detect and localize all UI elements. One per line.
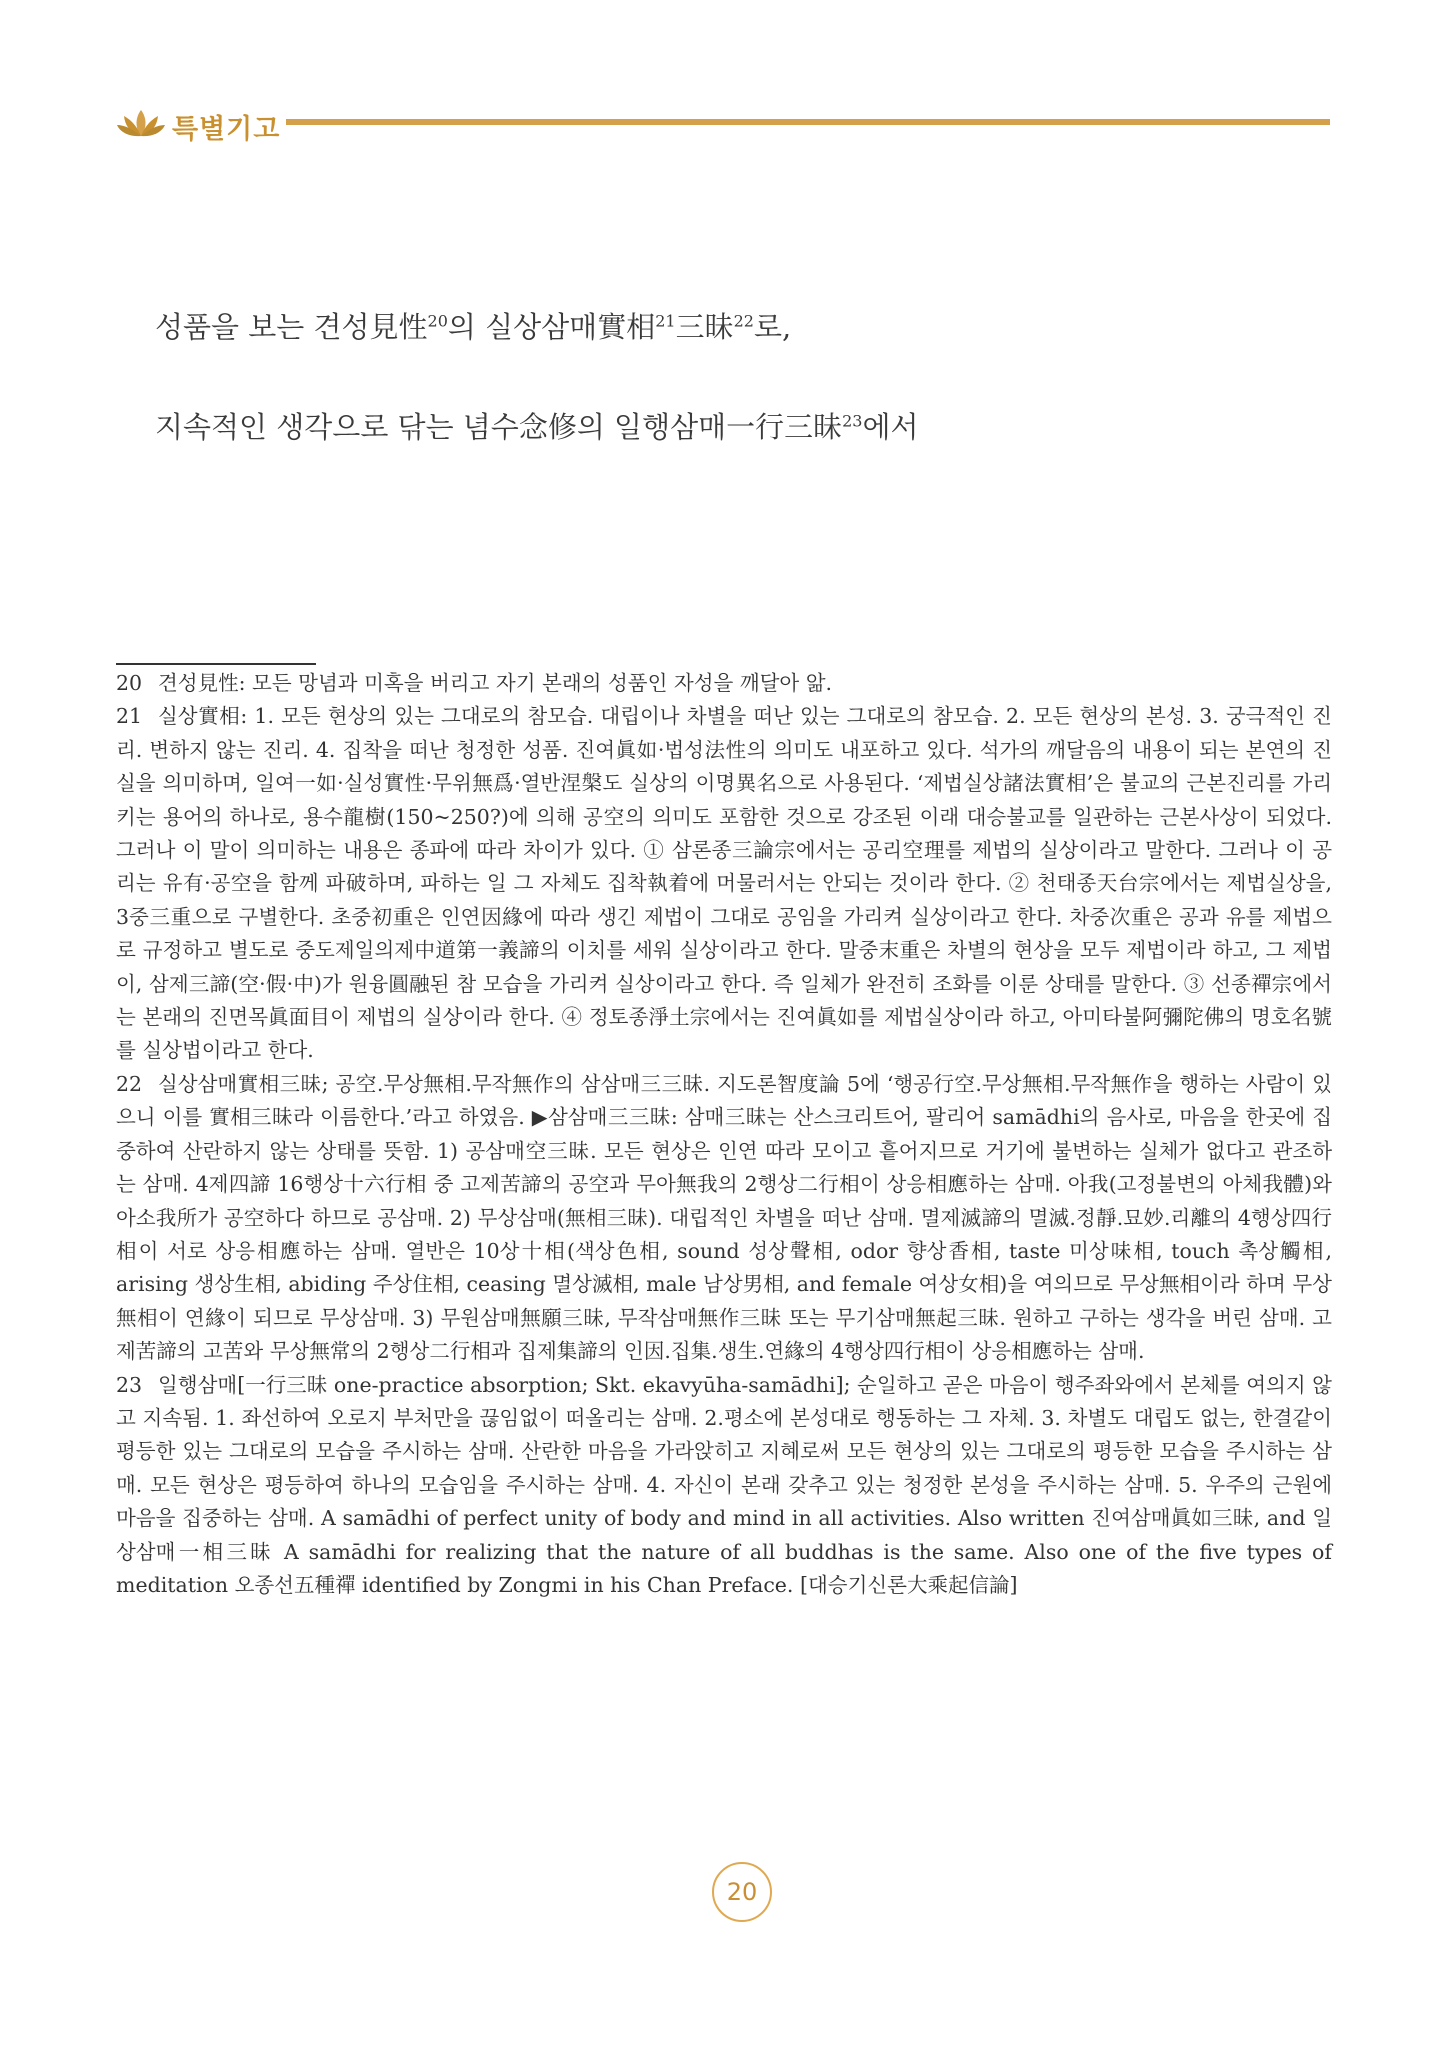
footnote-text: 일행삼매[一行三昧 one-practice absorption; Skt. ekavyūha-samādhi]; 순일하고 곧은 마음이 행주좌와에서 본체를 여의지 않고 지속됨. 1. 좌선하여 오로지 부처만을 끊임없이 떠올리는 삼매. 2.평소에 본성대로 행동하는 그 자체. 3. 차별도 대립도 없는, 한결같이 평등한 있는 그대로의 모습을 주시하는 삼매. 산란한 마음을 가라앉히고 지혜로써 모든 현상의 있는 그대로의 평등한 모습을 주시하는 삼매. 모든 현상은 평등하여 하나의 모습임을 주시하는 삼매. 4. 자신이 본래 갖추고 있는 청정한 본성을 주시하는 삼매. 5. 우주의 근원에 마음을 집중하는 삼매. A samādhi of perfect unity of body and mind in all activities. Also written 진여삼매眞如三昧, and 일상삼매一相三昧 A samādhi for realizing that the nature of all buddhas is the same. Also one of the five types of meditation 오종선五種禪 identified by Zongmi in his Chan Preface. [대승기신론大乘起信論] <box>116 1372 1332 1597</box>
verse-line-1: 성품을 보는 견성見性$^{20}$의 실상삼매實相$^{21}$三昧$^{22}$로, <box>155 310 792 344</box>
footnote-ref-22: 22 <box>733 311 754 331</box>
footnote-number: 21 <box>116 704 143 729</box>
footnotes <box>116 667 1332 1602</box>
footnote-ref-20: 20 <box>427 311 448 331</box>
footnote-text: 견성見性: 모든 망념과 미혹을 버리고 자기 본래의 성품인 자성을 깨달아 앎. <box>158 671 833 695</box>
footnote-text: 실상實相: 1. 모든 현상의 있는 그대로의 참모습. 대립이나 차별을 떠난 있는 그대로의 참모습. 2. 모든 현상의 본성. 3. 궁극적인 진리. 변하지 않는 진리. 4. 집착을 떠난 청정한 성품. 진여眞如·법성法性의 의미도 내포하고 있다. 석가의 깨달음의 내용이 되는 본연의 진실을 의미하며, 일여一如·실성實性·무위無爲·열반涅槃도 실상의 이명異名으로 사용된다. ‘제법실상諸法實相’은 불교의 근본진리를 가리키는 용어의 하나로, 용수龍樹(150~250?)에 의해 공空의 의미도 포함한 것으로 강조된 이래 대승불교를 일관하는 근본사상이 되었다. 그러나 이 말이 의미하는 내용은 종파에 따라 차이가 있다. ① 삼론종三論宗에서는 공리空理를 제법의 실상이라고 말한다. 그러나 이 공리는 유有·공空을 함께 파破하며, 파하는 일 그 자체도 집착執着에 머물러서는 안되는 것이라 한다. ② 천태종天台宗에서는 제법실상을, 3중三重으로 구별한다. 초중初重은 인연因緣에 따라 생긴 제법이 그대로 공임을 가리켜 실상이라고 한다. 차중次重은 공과 유를 제법으로 규정하고 별도로 중도제일의제中道第一義諦의 이치를 세워 실상이라고 한다. 말중末重은 차별의 현상을 모두 제법이라 하고, 그 제법이, 삼제三諦(空·假·中)가 원융圓融된 참 모습을 가리켜 실상이라고 한다. 즉 일체가 완전히 조화를 이룬 상태를 말한다. ③ 선종禪宗에서는 본래의 진면목眞面目이 제법의 실상이라 한다. ④ 정토종淨土宗에서는 진여眞如를 제법실상이라 하고, 아미타불阿彌陀佛의 명호名號를 실상법이라고 한다. <box>116 704 1332 1063</box>
footnote-text: 실상삼매實相三昧; 공空.무상無相.무작無作의 삼삼매三三昧. 지도론智度論 5에 ‘행공行空.무상無相.무작無作을 행하는 사람이 있으니 이를 實相三昧라 이름한다.’라고 하였음. ▶삼삼매三三昧: 삼매三昧는 산스크리트어, 팔리어 samādhi의 음사로, 마음을 한곳에 집중하여 산란하지 않는 상태를 뜻함. 1) 공삼매空三昧. 모든 현상은 인연 따라 모이고 흩어지므로 거기에 불변하는 실체가 없다고 관조하는 삼매. 4제四諦 16행상十六行相 중 고제苦諦의 공空과 무아無我의 2행상二行相이 상응相應하는 삼매. 아我(고정불변의 아체我體)와 아소我所가 공空하다 하므로 공삼매. 2) 무상삼매(無相三昧). 대립적인 차별을 떠난 삼매. 멸제滅諦의 멸滅.정靜.묘妙.리離의 4행상四行相이 서로 상응相應하는 삼매. 열반은 10상十相(색상色相, sound 성상聲相, odor 향상香相, taste 미상味相, touch 촉상觸相, arising 생상生相, abiding 주상住相, ceasing 멸상滅相, male 남상男相, and female 여상女相)을 여의므로 무상無相이라 하며 무상無相이 연緣이 되므로 무상삼매. 3) 무원삼매無願三昧, 무작삼매無作三昧 또는 무기삼매無起三昧. 원하고 구하는 생각을 버린 삼매. 고제苦諦의 고苦와 무상無常의 2행상二行相과 집제集諦의 인因.집集.생生.연緣의 4행상四行相이 상응相應하는 삼매. <box>116 1071 1332 1364</box>
footnote-ref-21: 21 <box>655 311 676 331</box>
footnote-number: 20 <box>116 671 143 695</box>
header-rule <box>286 119 1330 125</box>
footnote-number: 23 <box>116 1372 143 1397</box>
footnote-21 <box>116 700 1332 1067</box>
page-number: 20 <box>712 1862 772 1922</box>
verse-line-2: 지속적인 생각으로 닦는 념수念修의 일행삼매一行三昧$^{23}$에서 <box>155 410 919 444</box>
lotus-icon <box>116 106 166 140</box>
footnote-number: 22 <box>116 1071 143 1096</box>
footnote-separator <box>116 663 316 665</box>
footnote-ref-23: 23 <box>842 411 863 431</box>
footnote-23 <box>116 1369 1332 1603</box>
footnote-22 <box>116 1068 1332 1369</box>
footnote-20 <box>116 667 1332 700</box>
section-title: 특별기고 <box>172 114 281 145</box>
page-header <box>116 104 1330 144</box>
